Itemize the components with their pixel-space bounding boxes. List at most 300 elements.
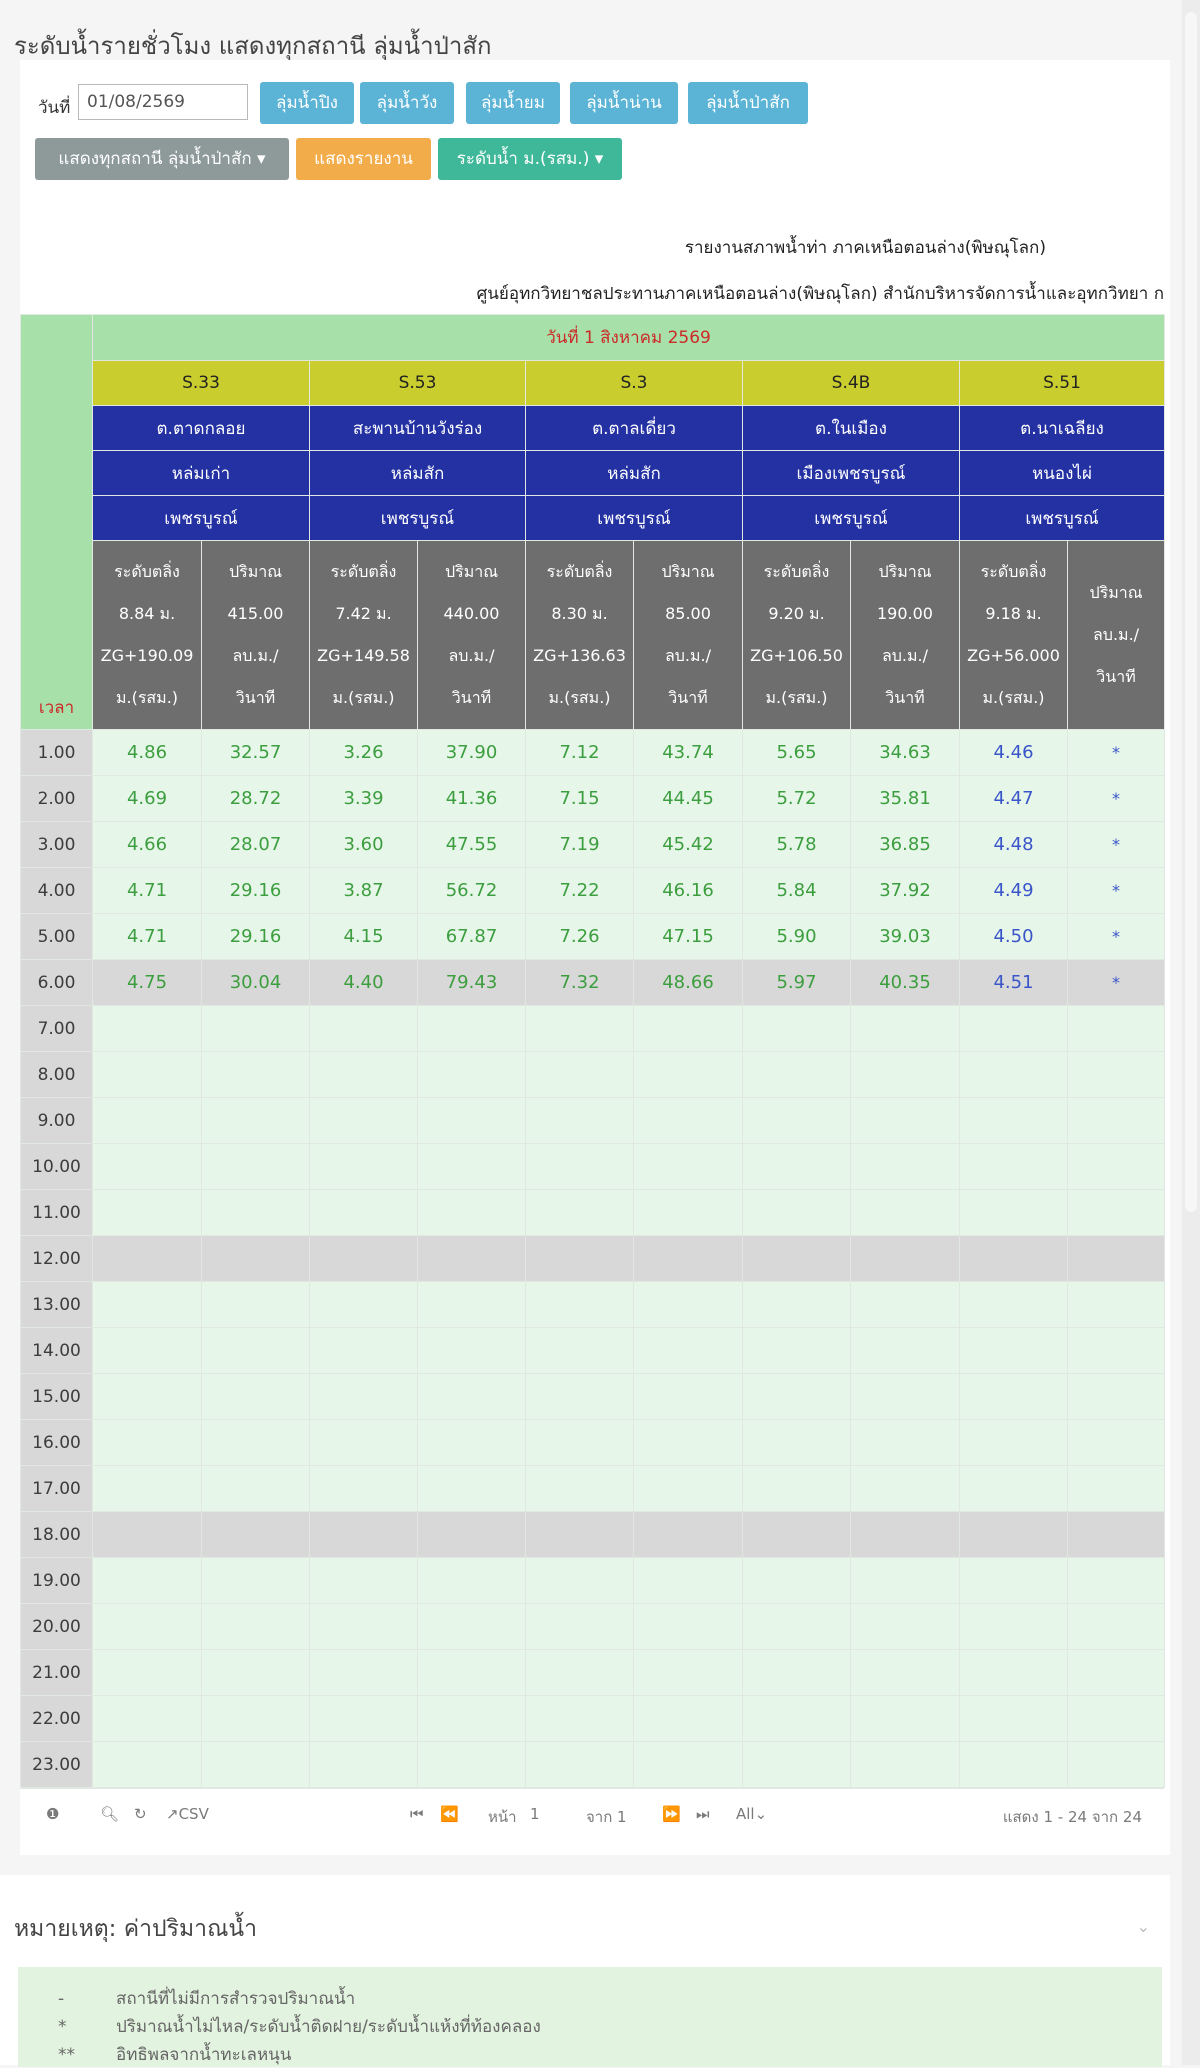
value-cell <box>93 1512 202 1558</box>
value-cell <box>1068 1466 1165 1512</box>
value-cell <box>526 1466 634 1512</box>
flow-header-line: วินาที <box>885 688 925 707</box>
time-cell: 12.00 <box>21 1236 93 1282</box>
value-cell <box>634 1650 743 1696</box>
time-cell: 7.00 <box>21 1006 93 1052</box>
value-cell <box>526 1236 634 1282</box>
value-cell <box>526 1696 634 1742</box>
value-cell: 4.49 <box>960 868 1068 914</box>
bank-level-line: ZG+136.63 <box>533 646 626 665</box>
value-cell <box>851 1190 960 1236</box>
value-cell <box>418 1190 526 1236</box>
show-report-button[interactable]: แสดงรายงาน <box>296 138 431 180</box>
value-cell <box>526 1512 634 1558</box>
value-cell <box>310 1420 418 1466</box>
value-cell: 29.16 <box>202 914 310 960</box>
value-cell <box>634 1006 743 1052</box>
time-cell: 17.00 <box>21 1466 93 1512</box>
value-cell <box>960 1512 1068 1558</box>
value-cell <box>960 1558 1068 1604</box>
value-cell <box>743 1512 851 1558</box>
value-cell: 4.66 <box>93 822 202 868</box>
time-cell: 22.00 <box>21 1696 93 1742</box>
value-cell <box>960 1604 1068 1650</box>
value-cell <box>851 1006 960 1052</box>
value-cell <box>310 1052 418 1098</box>
value-cell <box>418 1742 526 1788</box>
chevron-down-icon[interactable]: ⌄ <box>1136 1917 1150 1936</box>
value-cell <box>743 1558 851 1604</box>
flow-header <box>634 541 743 730</box>
level-unit-dropdown[interactable]: ระดับน้ำ ม.(รสม.) ▾ <box>438 138 622 180</box>
time-cell: 15.00 <box>21 1374 93 1420</box>
bank-level-line: ม.(รสม.) <box>115 688 179 707</box>
note-item <box>58 1985 355 2012</box>
station-province: เพชรบูรณ์ <box>960 496 1165 541</box>
value-cell: 39.03 <box>851 914 960 960</box>
value-cell: 5.65 <box>743 730 851 776</box>
value-cell <box>310 1604 418 1650</box>
value-cell: 30.04 <box>202 960 310 1006</box>
value-cell <box>202 1236 310 1282</box>
value-cell <box>93 1742 202 1788</box>
value-cell <box>526 1420 634 1466</box>
value-cell <box>851 1742 960 1788</box>
time-cell: 4.00 <box>21 868 93 914</box>
value-cell <box>202 1650 310 1696</box>
value-cell <box>93 1328 202 1374</box>
value-cell: 4.75 <box>93 960 202 1006</box>
value-cell <box>743 1006 851 1052</box>
table-row <box>21 1190 1165 1236</box>
value-cell <box>526 1144 634 1190</box>
value-cell <box>851 1144 960 1190</box>
value-cell <box>634 1144 743 1190</box>
last-page-icon[interactable]: ⏭ <box>696 1805 710 1823</box>
bank-level-header <box>93 541 202 730</box>
bank-level-line: 8.84 ม. <box>118 604 176 623</box>
bank-level-line: 8.30 ม. <box>551 604 608 623</box>
date-input[interactable] <box>78 84 248 120</box>
flow-header-line: 440.00 <box>443 604 500 623</box>
value-cell: 29.16 <box>202 868 310 914</box>
value-cell <box>418 1650 526 1696</box>
value-cell <box>93 1236 202 1282</box>
note-item <box>58 2013 541 2040</box>
value-cell: * <box>1068 960 1165 1006</box>
value-cell <box>202 1512 310 1558</box>
table-row <box>21 1742 1165 1788</box>
table-row <box>21 1374 1165 1420</box>
value-cell <box>743 1742 851 1788</box>
table-row <box>21 868 1165 914</box>
value-cell <box>1068 1052 1165 1098</box>
basin-button-nan[interactable]: ลุ่มน้ำน่าน <box>570 82 678 124</box>
value-cell <box>743 1236 851 1282</box>
value-cell: 56.72 <box>418 868 526 914</box>
value-cell <box>310 1144 418 1190</box>
value-cell: 3.87 <box>310 868 418 914</box>
value-cell <box>634 1742 743 1788</box>
value-cell <box>310 1282 418 1328</box>
time-cell: 8.00 <box>21 1052 93 1098</box>
station-name: ต.ตาดกลอย <box>93 406 310 451</box>
bank-level-line: 9.18 ม. <box>985 604 1042 623</box>
prev-page-icon[interactable]: ⏪ <box>440 1805 459 1823</box>
flow-header-line: ปริมาณ <box>878 562 932 581</box>
scrollbar-thumb[interactable] <box>1185 12 1197 1212</box>
value-cell <box>93 1144 202 1190</box>
note-box <box>18 1967 1162 2067</box>
value-cell: 4.50 <box>960 914 1068 960</box>
value-cell <box>310 1742 418 1788</box>
bank-level-header <box>960 541 1068 730</box>
value-cell <box>418 1466 526 1512</box>
value-cell <box>418 1328 526 1374</box>
bank-level-header <box>310 541 418 730</box>
value-cell <box>960 1374 1068 1420</box>
value-cell: 4.46 <box>960 730 1068 776</box>
time-cell: 14.00 <box>21 1328 93 1374</box>
value-cell <box>1068 1098 1165 1144</box>
page-size-select[interactable]: All⌄ <box>736 1805 768 1823</box>
value-cell: 47.15 <box>634 914 743 960</box>
value-cell: 35.81 <box>851 776 960 822</box>
value-cell <box>202 1144 310 1190</box>
station-province: เพชรบูรณ์ <box>310 496 526 541</box>
value-cell <box>851 1604 960 1650</box>
value-cell <box>310 1236 418 1282</box>
note-item <box>58 2041 291 2068</box>
info-icon[interactable]: ❶ <box>46 1805 60 1823</box>
time-cell: 19.00 <box>21 1558 93 1604</box>
station-dropdown[interactable]: แสดงทุกสถานี ลุ่มน้ำป่าสัก ▾ <box>35 138 289 180</box>
value-cell: 4.69 <box>93 776 202 822</box>
flow-header-line: 85.00 <box>665 604 711 623</box>
value-cell <box>93 1190 202 1236</box>
station-province: เพชรบูรณ์ <box>526 496 743 541</box>
value-cell <box>1068 1650 1165 1696</box>
report-subtitle: ศูนย์อุทกวิทยาชลประทานภาคเหนือตอนล่าง(พิษณุโลก) สำนักบริหารจัดการน้ำและอุทกวิทยา ก <box>476 284 1164 304</box>
time-cell: 21.00 <box>21 1650 93 1696</box>
value-cell <box>202 1466 310 1512</box>
value-cell: * <box>1068 868 1165 914</box>
table-row <box>21 730 1165 776</box>
table-row <box>21 1696 1165 1742</box>
value-cell: 7.12 <box>526 730 634 776</box>
value-cell <box>202 1558 310 1604</box>
value-cell <box>634 1052 743 1098</box>
value-cell <box>418 1236 526 1282</box>
value-cell: 41.36 <box>418 776 526 822</box>
value-cell: 5.97 <box>743 960 851 1006</box>
value-cell: * <box>1068 776 1165 822</box>
bank-level-header <box>743 541 851 730</box>
bank-level-line: ระดับตลิ่ง <box>763 562 830 581</box>
value-cell: 67.87 <box>418 914 526 960</box>
value-cell <box>743 1282 851 1328</box>
value-cell: 4.51 <box>960 960 1068 1006</box>
note-symbol: - <box>58 1989 65 2009</box>
time-column-header: เวลา <box>21 315 93 730</box>
value-cell: 7.26 <box>526 914 634 960</box>
flow-header-line: ปริมาณ <box>228 562 283 581</box>
value-cell <box>960 1420 1068 1466</box>
value-cell <box>93 1282 202 1328</box>
value-cell <box>851 1466 960 1512</box>
value-cell <box>1068 1604 1165 1650</box>
flow-header-line: ลบ.ม./ <box>232 646 279 665</box>
value-cell <box>418 1144 526 1190</box>
value-cell: 47.55 <box>418 822 526 868</box>
note-symbol: ** <box>58 2045 75 2065</box>
value-cell <box>960 1236 1068 1282</box>
value-cell <box>634 1098 743 1144</box>
basin-button-wang[interactable]: ลุ่มน้ำวัง <box>360 82 454 124</box>
station-code: S.33 <box>93 361 310 406</box>
value-cell <box>202 1374 310 1420</box>
value-cell <box>1068 1328 1165 1374</box>
value-cell <box>634 1696 743 1742</box>
station-code: S.3 <box>526 361 743 406</box>
note-text: ปริมาณน้ำไม่ไหล/ระดับน้ำติดฝาย/ระดับน้ำแห้งที่ท้องคลอง <box>116 2017 541 2037</box>
station-district: หล่มสัก <box>526 451 743 496</box>
table-row <box>21 1236 1165 1282</box>
value-cell <box>418 1696 526 1742</box>
value-cell <box>960 1742 1068 1788</box>
bank-level-line: ZG+149.58 <box>317 646 410 665</box>
note-symbol: * <box>58 2017 67 2037</box>
note-text: สถานีที่ไม่มีการสำรวจปริมาณน้ำ <box>116 1989 356 2009</box>
value-cell: 37.92 <box>851 868 960 914</box>
value-cell: 4.47 <box>960 776 1068 822</box>
refresh-icon[interactable]: ↻ <box>134 1805 147 1823</box>
value-cell <box>634 1328 743 1374</box>
value-cell <box>93 1098 202 1144</box>
flow-header-line: วินาที <box>668 688 708 707</box>
value-cell <box>202 1006 310 1052</box>
table-row <box>21 914 1165 960</box>
value-cell <box>851 1236 960 1282</box>
value-cell <box>202 1282 310 1328</box>
value-cell: * <box>1068 914 1165 960</box>
value-cell <box>93 1466 202 1512</box>
value-cell <box>743 1420 851 1466</box>
value-cell <box>1068 1236 1165 1282</box>
flow-header-line: วินาที <box>1096 667 1136 686</box>
value-cell <box>743 1190 851 1236</box>
value-cell: 7.32 <box>526 960 634 1006</box>
value-cell <box>1068 1512 1165 1558</box>
value-cell: 40.35 <box>851 960 960 1006</box>
value-cell <box>526 1650 634 1696</box>
value-cell <box>1068 1696 1165 1742</box>
page-size-value: All <box>736 1805 755 1823</box>
station-code: S.53 <box>310 361 526 406</box>
value-cell <box>310 1374 418 1420</box>
value-cell <box>743 1604 851 1650</box>
flow-header-line: ลบ.ม./ <box>881 646 929 665</box>
value-cell <box>960 1696 1068 1742</box>
value-cell <box>93 1558 202 1604</box>
value-cell <box>310 1190 418 1236</box>
value-cell <box>526 1098 634 1144</box>
value-cell: 44.45 <box>634 776 743 822</box>
csv-export-button[interactable]: ↗CSV <box>166 1805 209 1823</box>
flow-header <box>1068 541 1165 730</box>
first-page-icon[interactable]: ⏮ <box>410 1805 424 1823</box>
table-row <box>21 1282 1165 1328</box>
basin-button-yom[interactable]: ลุ่มน้ำยม <box>466 82 560 124</box>
bank-level-line: ระดับตลิ่ง <box>980 562 1047 581</box>
value-cell <box>743 1466 851 1512</box>
value-cell <box>418 1512 526 1558</box>
time-cell: 20.00 <box>21 1604 93 1650</box>
value-cell <box>202 1742 310 1788</box>
value-cell <box>526 1328 634 1374</box>
value-cell <box>743 1144 851 1190</box>
time-cell: 18.00 <box>21 1512 93 1558</box>
station-province: เพชรบูรณ์ <box>93 496 310 541</box>
value-cell <box>202 1098 310 1144</box>
value-cell <box>1068 1374 1165 1420</box>
flow-header <box>418 541 526 730</box>
value-cell <box>93 1374 202 1420</box>
value-cell: 7.15 <box>526 776 634 822</box>
report-title: รายงานสภาพน้ำท่า ภาคเหนือตอนล่าง(พิษณุโลก) <box>684 238 1046 258</box>
value-cell <box>310 1098 418 1144</box>
value-cell: 32.57 <box>202 730 310 776</box>
value-cell <box>310 1328 418 1374</box>
report-table-container <box>20 222 1164 1841</box>
station-name: สะพานบ้านวังร่อง <box>310 406 526 451</box>
table-row <box>21 1052 1165 1098</box>
value-cell <box>93 1696 202 1742</box>
value-cell <box>743 1328 851 1374</box>
value-cell <box>202 1420 310 1466</box>
table-row <box>21 1604 1165 1650</box>
value-cell <box>418 1052 526 1098</box>
value-cell: 5.78 <box>743 822 851 868</box>
value-cell <box>960 1098 1068 1144</box>
table-row <box>21 1466 1165 1512</box>
table-row <box>21 1144 1165 1190</box>
time-cell: 13.00 <box>21 1282 93 1328</box>
value-cell <box>634 1282 743 1328</box>
value-cell <box>851 1696 960 1742</box>
bank-level-line: ม.(รสม.) <box>548 688 611 707</box>
value-cell <box>1068 1006 1165 1052</box>
basin-button-pasak[interactable]: ลุ่มน้ำป่าสัก <box>688 82 808 124</box>
table-row <box>21 960 1165 1006</box>
value-cell <box>634 1604 743 1650</box>
value-cell <box>310 1006 418 1052</box>
value-cell <box>93 1006 202 1052</box>
value-cell <box>526 1052 634 1098</box>
value-cell: * <box>1068 822 1165 868</box>
value-cell <box>526 1374 634 1420</box>
value-cell <box>851 1282 960 1328</box>
time-cell: 11.00 <box>21 1190 93 1236</box>
value-cell <box>960 1144 1068 1190</box>
table-row <box>21 1558 1165 1604</box>
value-cell <box>526 1282 634 1328</box>
value-cell: 45.42 <box>634 822 743 868</box>
report-date-header: วันที่ 1 สิงหาคม 2569 <box>93 315 1165 361</box>
value-cell: * <box>1068 730 1165 776</box>
value-cell <box>851 1650 960 1696</box>
note-panel <box>0 1875 1170 2065</box>
value-cell: 37.90 <box>418 730 526 776</box>
table-row <box>21 1098 1165 1144</box>
flow-header-line: ปริมาณ <box>444 562 499 581</box>
value-cell: 48.66 <box>634 960 743 1006</box>
value-cell <box>418 1098 526 1144</box>
value-cell <box>526 1742 634 1788</box>
value-cell <box>93 1420 202 1466</box>
time-cell: 9.00 <box>21 1098 93 1144</box>
basin-button-ping[interactable]: ลุ่มน้ำปิง <box>260 82 354 124</box>
value-cell <box>634 1374 743 1420</box>
value-cell <box>960 1328 1068 1374</box>
value-cell <box>93 1604 202 1650</box>
value-cell <box>851 1374 960 1420</box>
page-label: หน้า <box>488 1808 517 1826</box>
value-cell: 28.07 <box>202 822 310 868</box>
value-cell: 28.72 <box>202 776 310 822</box>
bank-level-line: 9.20 ม. <box>768 604 825 623</box>
value-cell <box>310 1512 418 1558</box>
flow-header-line: วินาที <box>235 688 276 707</box>
value-cell <box>1068 1282 1165 1328</box>
value-cell: 3.60 <box>310 822 418 868</box>
csv-label: CSV <box>178 1805 209 1823</box>
page-summary: แสดง 1 - 24 จาก 24 <box>1002 1808 1142 1826</box>
value-cell <box>526 1190 634 1236</box>
value-cell <box>743 1098 851 1144</box>
flow-header-line: ปริมาณ <box>661 562 715 581</box>
bank-level-line: ระดับตลิ่ง <box>330 562 397 581</box>
table-row <box>21 1328 1165 1374</box>
value-cell <box>960 1282 1068 1328</box>
value-cell: 46.16 <box>634 868 743 914</box>
table-row <box>21 1420 1165 1466</box>
next-page-icon[interactable]: ⏩ <box>662 1805 681 1823</box>
report-header <box>20 222 1164 314</box>
value-cell <box>310 1650 418 1696</box>
value-cell <box>418 1282 526 1328</box>
note-text: อิทธิพลจากน้ำทะเลหนุน <box>116 2045 292 2065</box>
value-cell: 7.19 <box>526 822 634 868</box>
value-cell <box>202 1190 310 1236</box>
value-cell <box>743 1374 851 1420</box>
value-cell <box>743 1696 851 1742</box>
table-row <box>21 776 1165 822</box>
value-cell <box>634 1558 743 1604</box>
station-province: เพชรบูรณ์ <box>743 496 960 541</box>
search-icon[interactable]: 🔍︎ <box>100 1805 120 1823</box>
page-scrollbar[interactable] <box>1182 0 1200 2065</box>
value-cell: 4.15 <box>310 914 418 960</box>
value-cell <box>202 1052 310 1098</box>
flow-header-line: ปริมาณ <box>1089 583 1143 602</box>
station-district: หล่มเก่า <box>93 451 310 496</box>
value-cell <box>526 1604 634 1650</box>
page-input[interactable]: 1 <box>530 1805 540 1823</box>
value-cell: 5.72 <box>743 776 851 822</box>
value-cell <box>634 1190 743 1236</box>
value-cell <box>310 1466 418 1512</box>
